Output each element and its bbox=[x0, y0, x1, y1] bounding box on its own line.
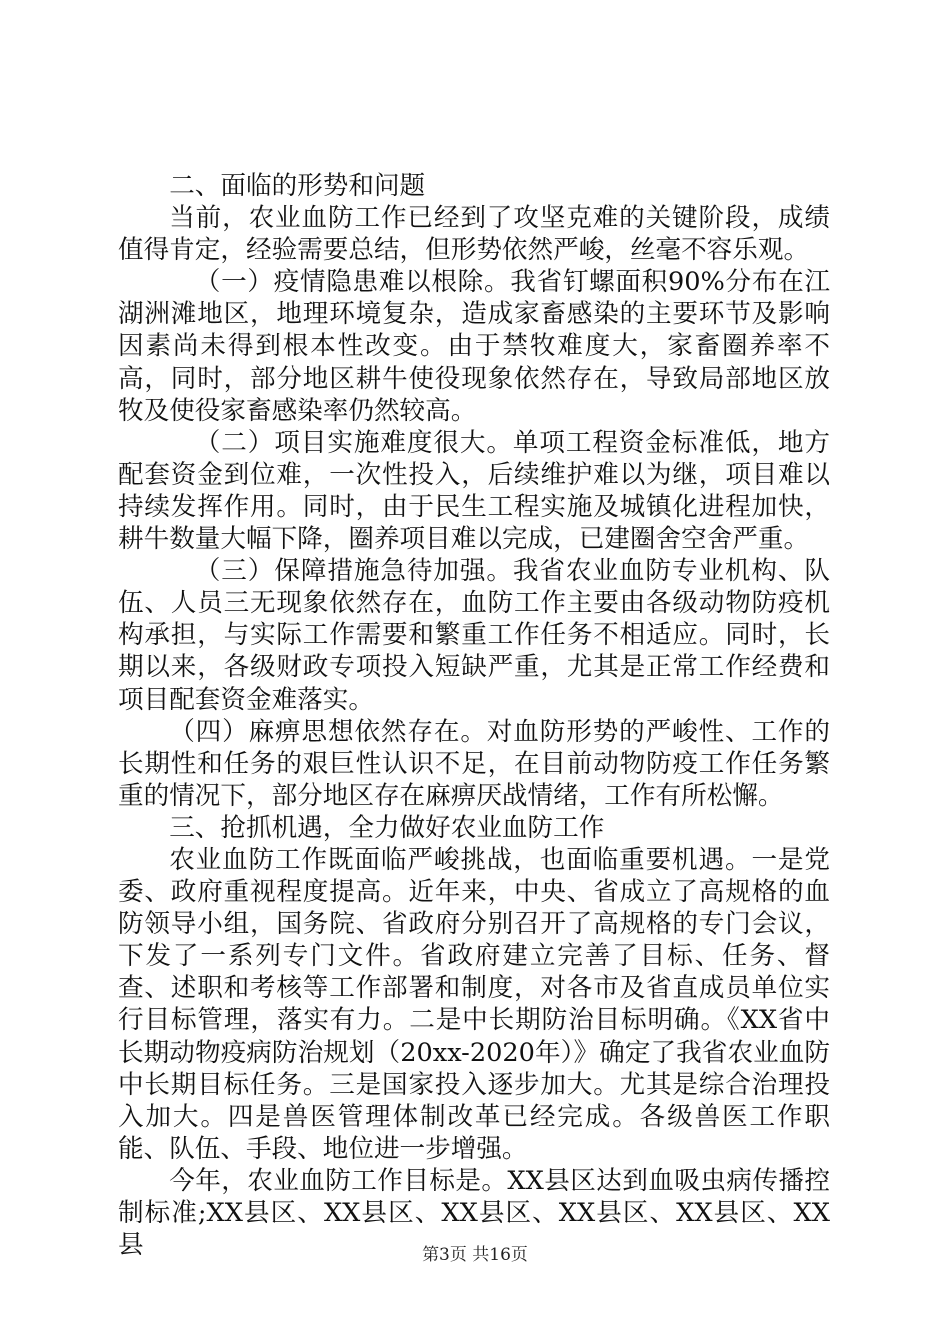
section-heading: 三、抢抓机遇，全力做好农业血防工作 bbox=[169, 812, 605, 843]
paragraph: （二）项目实施难度很大。单项工程资金标准低，地方配套资金到位难，一次性投入，后续维护难以为继，项目难以持续发挥作用。同时，由于民生工程实施及城镇化进程加快，耕牛数量大幅下降，圈养项目难以完成，已建圈舍空舍严重。 bbox=[118, 427, 830, 555]
document-body bbox=[118, 170, 830, 1261]
paragraph: 今年，农业血防工作目标是。XX县区达到血吸虫病传播控制标准;XX县区、XX县区、XX县区、XX县区、XX县区、XX县 bbox=[118, 1165, 830, 1261]
paragraph: （三）保障措施急待加强。我省农业血防专业机构、队伍、人员三无现象依然存在，血防工作主要由各级动物防疫机构承担，与实际工作需要和繁重工作任务不相适应。同时，长期以来，各级财政专项投入短缺严重，尤其是正常工作经费和项目配套资金难落实。 bbox=[118, 556, 830, 715]
paragraph: 当前，农业血防工作已经到了攻坚克难的关键阶段，成绩值得肯定，经验需要总结，但形势依然严峻，丝毫不容乐观。 bbox=[118, 203, 830, 266]
paragraph: （一）疫情隐患难以根除。我省钉螺面积90%分布在江湖洲滩地区，地理环境复杂，造成家畜感染的主要环节及影响因素尚未得到根本性改变。由于禁牧难度大，家畜圈养率不高，同时，部分地区耕牛使役现象依然存在，导致局部地区放牧及使役家畜感染率仍然较高。 bbox=[118, 267, 830, 426]
section-heading: 二、面临的形势和问题 bbox=[169, 171, 426, 201]
paragraph: （四）麻痹思想依然存在。对血防形势的严峻性、工作的长期性和任务的艰巨性认识不足，在目前动物防疫工作任务繁重的情况下，部分地区存在麻痹厌战情绪，工作有所松懈。 bbox=[118, 716, 830, 811]
page-number-footer: 第3页 共16页 bbox=[422, 1245, 528, 1265]
paragraph: 农业血防工作既面临严峻挑战，也面临重要机遇。一是党委、政府重视程度提高。近年来，中央、省成立了高规格的血防领导小组，国务院、省政府分别召开了高规格的专门会议，下发了一系列专门文件。省政府建立完善了目标、任务、督查、述职和考核等工作部署和制度，对各市及省直成员单位实行目标管理，落实有力。二是中长期防治目标明确。《XX省中长期动物疫病防治规划（20xx-2020年）》确定了我省农业血防中长期目标任务。三是国家投入逐步加大。尤其是综合治理投入加大。四是兽医管理体制改革已经完成。各级兽医工作职能、队伍、手段、地位进一步增强。 bbox=[118, 844, 830, 1164]
